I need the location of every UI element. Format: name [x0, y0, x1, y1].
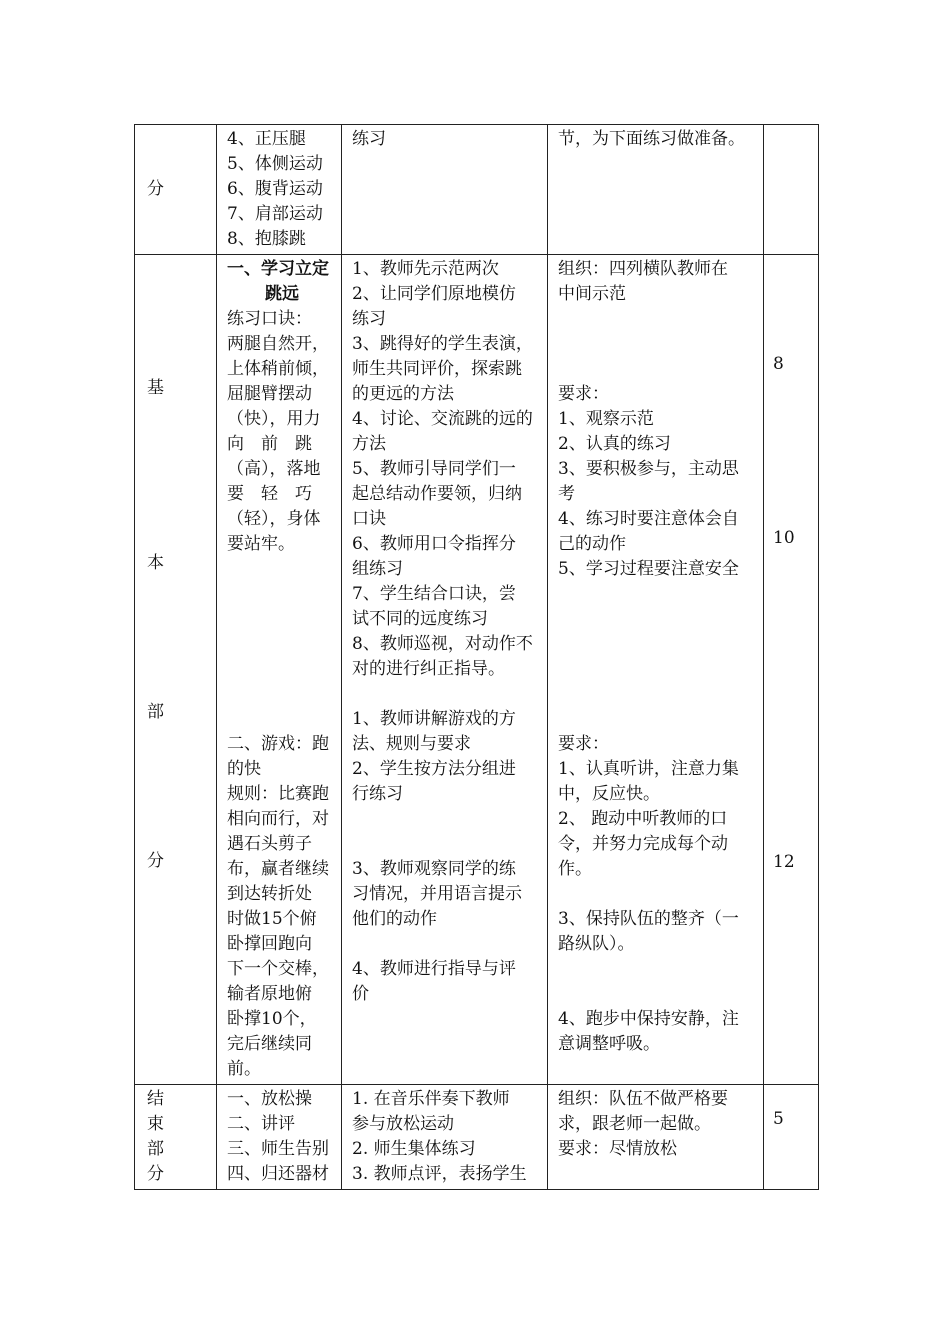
methods-line: 6、教师用口令指挥分 [352, 534, 516, 554]
organization-line: 组织：四列横队教师在 [558, 259, 728, 279]
section-char: 部 [147, 1139, 164, 1159]
methods-line: 5、教师引导同学们一 [352, 459, 516, 479]
organization-line: 4、跑步中保持安静，注 [558, 1009, 739, 1029]
organization-line: 求，跟老师一起做。 [558, 1114, 711, 1134]
section-char: 分 [147, 179, 164, 199]
content-line: 要 轻 巧 [227, 484, 312, 504]
methods-line: 1、教师讲解游戏的方 [352, 709, 516, 729]
content-line: 完后继续同 [227, 1034, 312, 1054]
content-line: 向 前 跳 [227, 434, 312, 454]
content-line: （高），落地 [227, 459, 321, 479]
organization-line: 己的动作 [558, 534, 626, 554]
methods-line: 方法 [352, 434, 386, 454]
methods-cell [342, 255, 548, 1085]
section-char: 分 [147, 1164, 164, 1184]
table-row-ending [135, 1085, 819, 1190]
content-line: 5、体侧运动 [227, 154, 323, 174]
content-line: 的快 [227, 759, 261, 779]
time-cell [764, 1085, 819, 1190]
section-char: 束 [147, 1114, 164, 1134]
organization-line: 2、认真的练习 [558, 434, 671, 454]
time-cell [764, 125, 819, 255]
content-line: 卧撑10个， [227, 1009, 317, 1029]
section-char: 部 [147, 702, 164, 722]
methods-line: 法、规则与要求 [352, 734, 471, 754]
methods-line: 起总结动作要领，归纳 [352, 484, 522, 504]
methods-line: 行练习 [352, 784, 403, 804]
organization-line: 组织：队伍不做严格要 [558, 1089, 728, 1109]
section-char: 基 [147, 378, 164, 398]
methods-line: 口诀 [352, 509, 386, 529]
section-cell [135, 255, 217, 1085]
content-title: 一、学习立定 [227, 259, 329, 279]
organization-line: 1、认真听讲，注意力集 [558, 759, 739, 779]
time-value: 12 [773, 852, 795, 872]
section-cell [135, 125, 217, 255]
section-char: 本 [147, 553, 164, 573]
methods-line: 参与放松运动 [352, 1114, 454, 1134]
content-line: 规则：比赛跑 [227, 784, 329, 804]
organization-line: 1、观察示范 [558, 409, 654, 429]
content-line: 卧撑回跑向 [227, 934, 312, 954]
content-line: 相向而行，对 [227, 809, 329, 829]
organization-line: 路纵队）。 [558, 934, 635, 954]
methods-line: 4、教师进行指导与评 [352, 959, 516, 979]
methods-line: 的更远的方法 [352, 384, 454, 404]
content-line: 一、放松操 [227, 1089, 312, 1109]
table-row-warmup [135, 125, 819, 255]
content-line: 输者原地俯 [227, 984, 312, 1004]
organization-line: 作。 [558, 859, 592, 879]
methods-line: 试不同的远度练习 [352, 609, 488, 629]
content-line: 遇石头剪子 [227, 834, 312, 854]
content-line: 前。 [227, 1059, 261, 1079]
content-line: 布，赢者继续 [227, 859, 329, 879]
content-line: 两腿自然开， [227, 334, 329, 354]
methods-line: 3、跳得好的学生表演， [352, 334, 533, 354]
content-line: 屈腿臂摆动 [227, 384, 312, 404]
methods-line: 1. 在音乐伴奏下教师 [352, 1089, 510, 1109]
section-char: 结 [147, 1089, 164, 1109]
organization-cell [548, 255, 764, 1085]
content-line: 下一个交棒， [227, 959, 329, 979]
methods-line: 1、教师先示范两次 [352, 259, 499, 279]
methods-line: 7、学生结合口诀，尝 [352, 584, 516, 604]
content-cell [217, 255, 342, 1085]
methods-line: 组练习 [352, 559, 403, 579]
organization-line: 意调整呼吸。 [558, 1034, 660, 1054]
content-line: 7、肩部运动 [227, 204, 323, 224]
organization-line: 中，反应快。 [558, 784, 660, 804]
content-line: 四、归还器材 [227, 1164, 329, 1184]
lesson-plan-table [134, 124, 819, 1190]
content-line: 上体稍前倾， [227, 359, 329, 379]
content-line: 6、腹背运动 [227, 179, 323, 199]
organization-line: 考 [558, 484, 575, 504]
content-line: 三、师生告别 [227, 1139, 329, 1159]
content-cell [217, 125, 342, 255]
organization-line: 4、练习时要注意体会自 [558, 509, 739, 529]
section-char: 分 [147, 851, 164, 871]
organization-line: 令，并努力完成每个动 [558, 834, 728, 854]
organization-line: 3、要积极参与，主动思 [558, 459, 739, 479]
content-line: 要站牢。 [227, 534, 295, 554]
time-cell [764, 255, 819, 1085]
methods-line: 习情况，并用语言提示 [352, 884, 522, 904]
methods-line: 3、教师观察同学的练 [352, 859, 516, 879]
methods-line: 4、讨论、交流跳的远的 [352, 409, 533, 429]
methods-line: 练习 [352, 129, 386, 149]
organization-line: 要求：尽情放松 [558, 1139, 677, 1159]
methods-line: 2、让同学们原地模仿 [352, 284, 516, 304]
content-cell [217, 1085, 342, 1190]
methods-cell [342, 1085, 548, 1190]
methods-line: 3. 教师点评，表扬学生 [352, 1164, 527, 1184]
section-cell [135, 1085, 217, 1190]
table-row-main [135, 255, 819, 1085]
content-line: 时做15个俯 [227, 909, 317, 929]
methods-line: 他们的动作 [352, 909, 437, 929]
organization-line: 3、保持队伍的整齐（一 [558, 909, 739, 929]
content-line: 二、讲评 [227, 1114, 295, 1134]
methods-line: 2. 师生集体练习 [352, 1139, 476, 1159]
time-value: 5 [773, 1109, 784, 1129]
methods-line: 师生共同评价，探索跳 [352, 359, 522, 379]
organization-line: 2、 跑动中听教师的口 [558, 809, 728, 829]
methods-line: 价 [352, 984, 369, 1004]
organization-line: 节，为下面练习做准备。 [558, 129, 745, 149]
organization-cell [548, 125, 764, 255]
methods-line: 8、教师巡视，对动作不 [352, 634, 533, 654]
content-line: （快），用力 [227, 409, 321, 429]
organization-cell [548, 1085, 764, 1190]
organization-line: 中间示范 [558, 284, 626, 304]
methods-line: 练习 [352, 309, 386, 329]
time-value: 10 [773, 528, 795, 548]
content-line: 8、抱膝跳 [227, 229, 306, 249]
methods-line: 对的进行纠正指导。 [352, 659, 505, 679]
content-title: 跳远 [265, 284, 299, 304]
content-line: 4、正压腿 [227, 129, 306, 149]
organization-line: 要求： [558, 734, 609, 754]
content-line: （轻），身体 [227, 509, 321, 529]
time-value: 8 [773, 354, 784, 374]
organization-line: 要求： [558, 384, 609, 404]
content-line: 到达转折处 [227, 884, 312, 904]
methods-line: 2、学生按方法分组进 [352, 759, 516, 779]
methods-cell [342, 125, 548, 255]
content-line: 练习口诀： [227, 309, 312, 329]
content-line: 二、游戏：跑 [227, 734, 329, 754]
organization-line: 5、学习过程要注意安全 [558, 559, 739, 579]
